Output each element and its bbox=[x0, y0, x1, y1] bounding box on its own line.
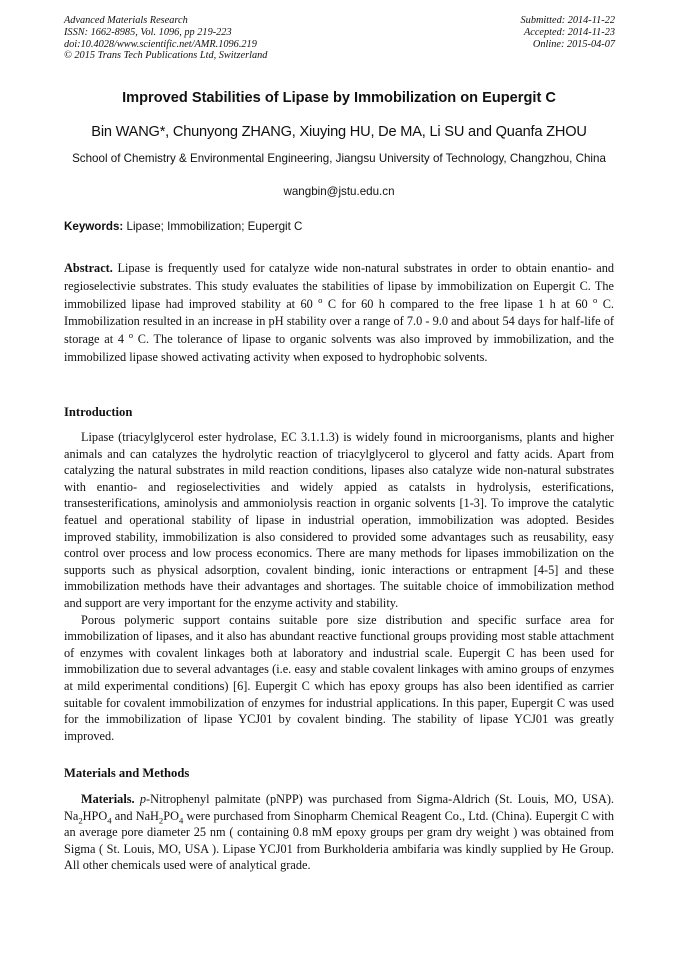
subscript-2: 4 bbox=[107, 815, 112, 826]
abstract-text-2: C for 60 h compared to the free lipase 1 h at 60 bbox=[322, 296, 594, 311]
abstract-paragraph bbox=[64, 260, 614, 367]
degree-sup-2: o bbox=[593, 294, 598, 305]
keywords-line bbox=[64, 220, 302, 233]
materials-text-5: were purchased from Sinopharm Chemical Reagent Co., Ltd. (China). Eupergit C with an average pore diameter 25 nm ( containing 0.8 mM epoxy groups per gram dry weight ) was obtained from Sigma ( St. Louis, MO, USA ). Lipase YCJ01 from Burkholderia ambifaria was kindly supplied by He Group. All other chemicals used were of analytical grade. bbox=[64, 808, 614, 873]
materials-text-3: and NaH bbox=[111, 808, 159, 823]
journal-name: Advanced Materials Research bbox=[64, 15, 188, 26]
accepted-date: Accepted: 2014-11-23 bbox=[523, 26, 615, 38]
materials-text-1: -Nitrophenyl palmitate (pNPP) was purchased from Sigma-Aldrich (St. Louis, MO, USA). Na bbox=[64, 792, 615, 823]
methods-heading: Materials and Methods bbox=[64, 766, 190, 780]
journal-issn: ISSN: 1662-8985, Vol. 1096, pp 219-223 bbox=[64, 26, 232, 38]
abstract-text-4: C. The tolerance of lipase to organic solvents was also improved by immobilization, and the immobilized lipase showed activating activity when exposed to hydrophobic solvents. bbox=[64, 332, 614, 364]
author-email[interactable]: wangbin@jstu.edu.cn bbox=[283, 185, 395, 198]
journal-doi: doi:10.4028/www.scientific.net/AMR.1096.219 bbox=[64, 38, 257, 50]
materials-text-2: HPO bbox=[82, 808, 108, 823]
introduction-paragraph-1: Lipase (triacylglycerol ester hydrolase, EC 3.1.1.3) is widely found in microorganisms, plants and higher animals and can catalyzes the hydrolytic reaction of triacylglycerol to glycerol and fatty acids. Apart from catalyzing the natural substrates in mild reaction conditions, lipases also catalyze wide non-natural substrates with enantio- and regioselectivities and widely appied as catalsts in hydrolysis, esterifications, transesterifications, aminolysis and ammoniolysis reaction in organic solvents [1-3]. To improve the catalytic featuel and operational stability of lipase in industrial operation, immobilization was adopted. Besides improved stability, immobilization is also considered to provided some advantages such as reusability, easy control over process and low process economics. There are many methods for lipases immobilization on the supports such as physical adsorption, covalent binding, ionic interactions or entrapment [4-5] and these immobilization methods have their advantages and shortages. The suitable choice of immobilization method and support are very important for the enzyme activity and stability. bbox=[64, 430, 614, 610]
abstract-text-3: C. Immobilization resulted in an increase in pH stability over a range of 7.0 - 9.0 and about 54 days for half-life of storage at 4 bbox=[64, 296, 614, 347]
abstract-text-1: Lipase is frequently used for catalyze wide non-natural substrates in order to obtain enantio- and regioselectivie substrates. This study evaluates the stabilities of lipase by immobilization on Eupergit C. The immobilized lipase had improved stability at 60 bbox=[64, 261, 614, 311]
subscript-4: 4 bbox=[178, 815, 184, 826]
paper-authors: Bin WANG*, Chunyong ZHANG, Xiuying HU, De MA, Li SU and Quanfa ZHOU bbox=[91, 124, 587, 140]
materials-paragraph bbox=[64, 791, 614, 874]
subscript-1: 2 bbox=[78, 815, 83, 826]
materials-label: Materials. bbox=[81, 792, 135, 806]
introduction-heading: Introduction bbox=[64, 405, 133, 419]
methods-section bbox=[64, 791, 614, 874]
keywords-text: Lipase; Immobilization; Eupergit C bbox=[123, 220, 303, 233]
introduction-section bbox=[64, 429, 614, 744]
paper-title: Improved Stabilities of Lipase by Immobilization on Eupergit C bbox=[122, 90, 556, 106]
abstract-section bbox=[64, 260, 614, 367]
degree-sup-1: o bbox=[318, 294, 323, 305]
journal-header-left bbox=[64, 15, 267, 62]
degree-sup-3: o bbox=[128, 330, 134, 341]
abstract-label: Abstract. bbox=[64, 261, 113, 275]
keywords-label: Keywords: bbox=[64, 220, 124, 233]
journal-copyright: © 2015 Trans Tech Publications Ltd, Switzerland bbox=[64, 50, 268, 62]
submitted-date: Submitted: 2014-11-22 bbox=[520, 15, 615, 26]
materials-text-4: PO bbox=[163, 808, 179, 823]
introduction-paragraph-2: Porous polymeric support contains suitable pore size distribution and specific surface area for immobilization of lipases, and it also has abundant reactive functional groups providing most stable attachment of enzymes with covalent linkages both at laboratory and industrial scale. Eupergit C has been used for immobilization due to several advantages (i.e. easy and stable covalent linkages with amino groups of enzymes at mild experimental conditions) [6]. Eupergit C which has epoxy groups has also been identified as carrier suitable for covalent immobilization of enzymes for industrial applications. In this paper, Eupergit C was used for the immobilization of lipase YCJ01 by covalent binding. The stability of lipase YCJ01 was greatly improved. bbox=[64, 612, 614, 743]
online-date: Online: 2015-04-07 bbox=[532, 38, 615, 50]
materials-italic-p: p bbox=[139, 792, 147, 806]
author-affiliation: School of Chemistry & Environmental Engineering, Jiangsu University of Technology, Changzhou, China bbox=[72, 152, 606, 165]
subscript-3: 2 bbox=[158, 815, 164, 826]
journal-header-right bbox=[521, 15, 615, 50]
